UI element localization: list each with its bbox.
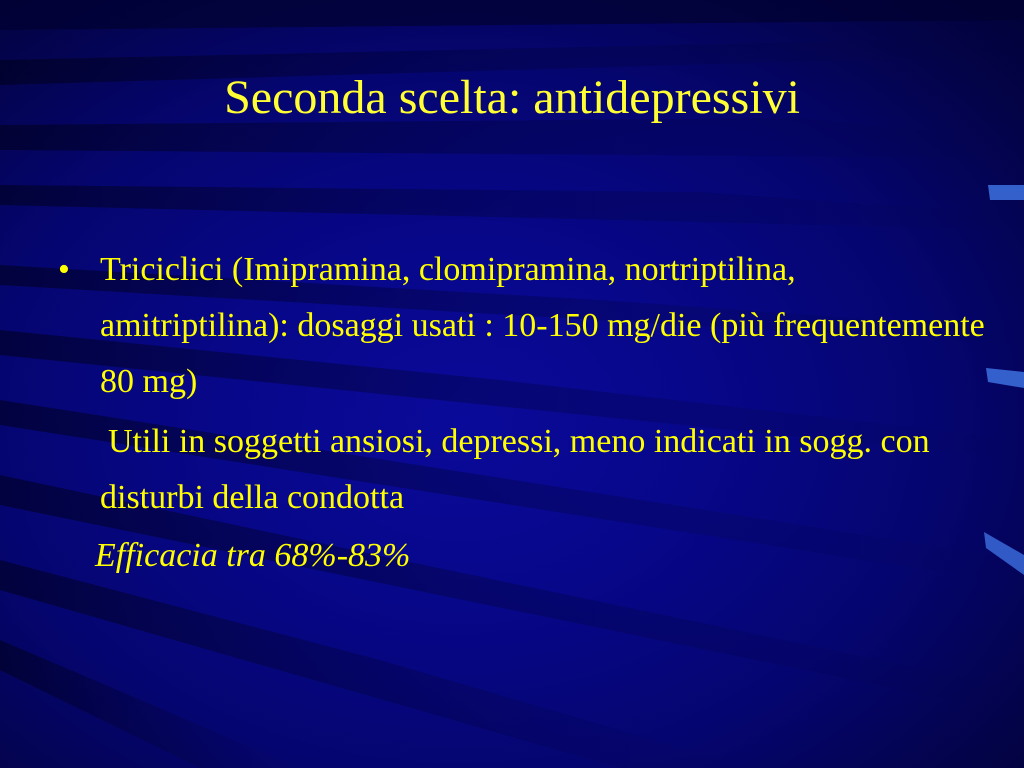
sub-text-content: Utili in soggetti ansiosi, depressi, meno indicati in sogg. con disturbi della condotta	[100, 423, 930, 516]
slide-body	[58, 242, 988, 584]
accent-stripe	[986, 368, 1024, 388]
slide-title: Seconda scelta: antidepressivi	[224, 71, 800, 124]
accent-stripe	[988, 185, 1024, 200]
bullet-dot-icon: •	[58, 251, 70, 288]
bullet-text: Triciclici (Imipramina, clomipramina, nortriptilina, amitriptilina): dosaggi usati : 10-150 mg/die (più frequentemente 80 mg)	[100, 251, 985, 400]
bullet-sub-text	[58, 414, 988, 526]
efficacy-note: Efficacia tra 68%-83%	[95, 537, 411, 574]
bullet-item	[58, 242, 988, 410]
